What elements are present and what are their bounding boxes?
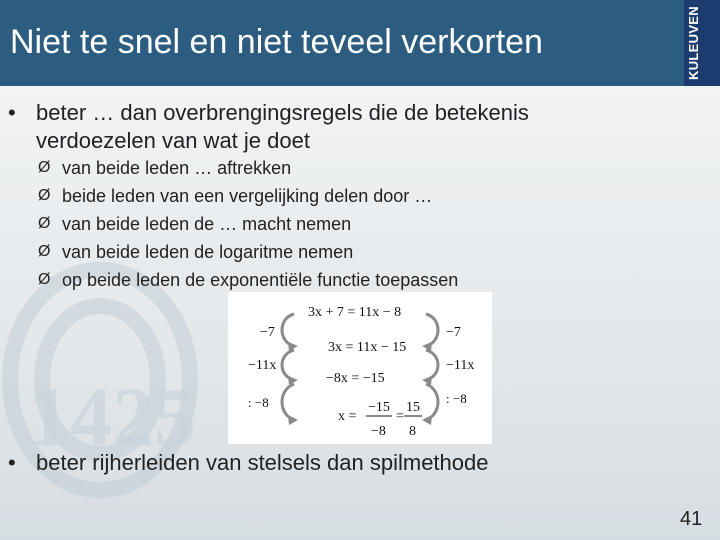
arrow-bullet-icon: Ø	[38, 271, 51, 288]
right-operation-label: −11x	[446, 358, 475, 373]
sub-bullet-text: op beide leden de exponentiële functie toepassen	[62, 270, 459, 290]
slide-header	[0, 0, 720, 86]
sub-bullet-item	[38, 213, 558, 241]
arrow-bullet-icon: Ø	[38, 159, 51, 176]
right-curved-arrow-icon	[426, 350, 438, 380]
sub-bullet-item	[38, 185, 558, 213]
left-operation-label: −11x	[248, 358, 277, 373]
right-curved-arrow-icon	[426, 314, 438, 346]
bullet-1-line-1: beter … dan overbrengingsregels die de betekenis	[36, 100, 529, 125]
fraction-2-denominator: 8	[409, 424, 416, 439]
page-number: 41	[680, 508, 703, 530]
kuleuven-logo	[684, 0, 720, 86]
bullet-1-line-2: verdoezelen van wat je doet	[36, 128, 310, 153]
equation-step-4-lhs: x =	[338, 409, 357, 424]
bullet-marker: •	[8, 100, 16, 125]
sub-bullet-item	[38, 157, 558, 185]
logo-text: KULEUVEN	[686, 6, 701, 80]
sub-bullet-text: van beide leden de logaritme nemen	[62, 242, 354, 262]
sub-bullet-text: van beide leden de … macht nemen	[62, 214, 352, 234]
fraction-2-numerator: 15	[406, 400, 420, 415]
bullet-2-line-1: beter rijherleiden van stelsels dan spilmethode	[36, 450, 489, 475]
bullet-marker: •	[8, 450, 16, 475]
right-curved-arrow-icon	[426, 384, 438, 420]
right-operation-label: −7	[446, 325, 461, 340]
arrow-bullet-icon: Ø	[38, 215, 51, 232]
slide-title: Niet te snel en niet teveel verkorten	[10, 23, 543, 61]
left-curved-arrow-icon	[282, 350, 294, 380]
equation-step-4-equals: =	[396, 409, 404, 424]
equation-step-3: −8x = −15	[326, 371, 385, 386]
equation-step-2: 3x = 11x − 15	[328, 340, 407, 355]
left-curved-arrow-icon	[282, 314, 294, 346]
arrow-bullet-icon: Ø	[38, 243, 51, 260]
equation-derivation-svg	[228, 292, 492, 444]
equation-step-1: 3x + 7 = 11x − 8	[308, 305, 402, 320]
left-operation-label: −7	[260, 325, 275, 340]
watermark-number: 1425	[28, 371, 196, 464]
left-operation-label: : −8	[248, 395, 269, 410]
fraction-1-numerator: −15	[368, 400, 390, 415]
equation-derivation-figure	[228, 292, 492, 444]
fraction-1-denominator: −8	[371, 424, 386, 439]
arrow-bullet-icon: Ø	[38, 187, 51, 204]
sub-bullet-text: van beide leden … aftrekken	[62, 158, 292, 178]
right-operation-label: : −8	[446, 391, 467, 406]
sub-bullet-item	[38, 241, 558, 269]
left-curved-arrow-icon	[282, 384, 294, 420]
sub-bullet-list	[38, 157, 558, 297]
sub-bullet-text: beide leden van een vergelijking delen door …	[62, 186, 433, 206]
